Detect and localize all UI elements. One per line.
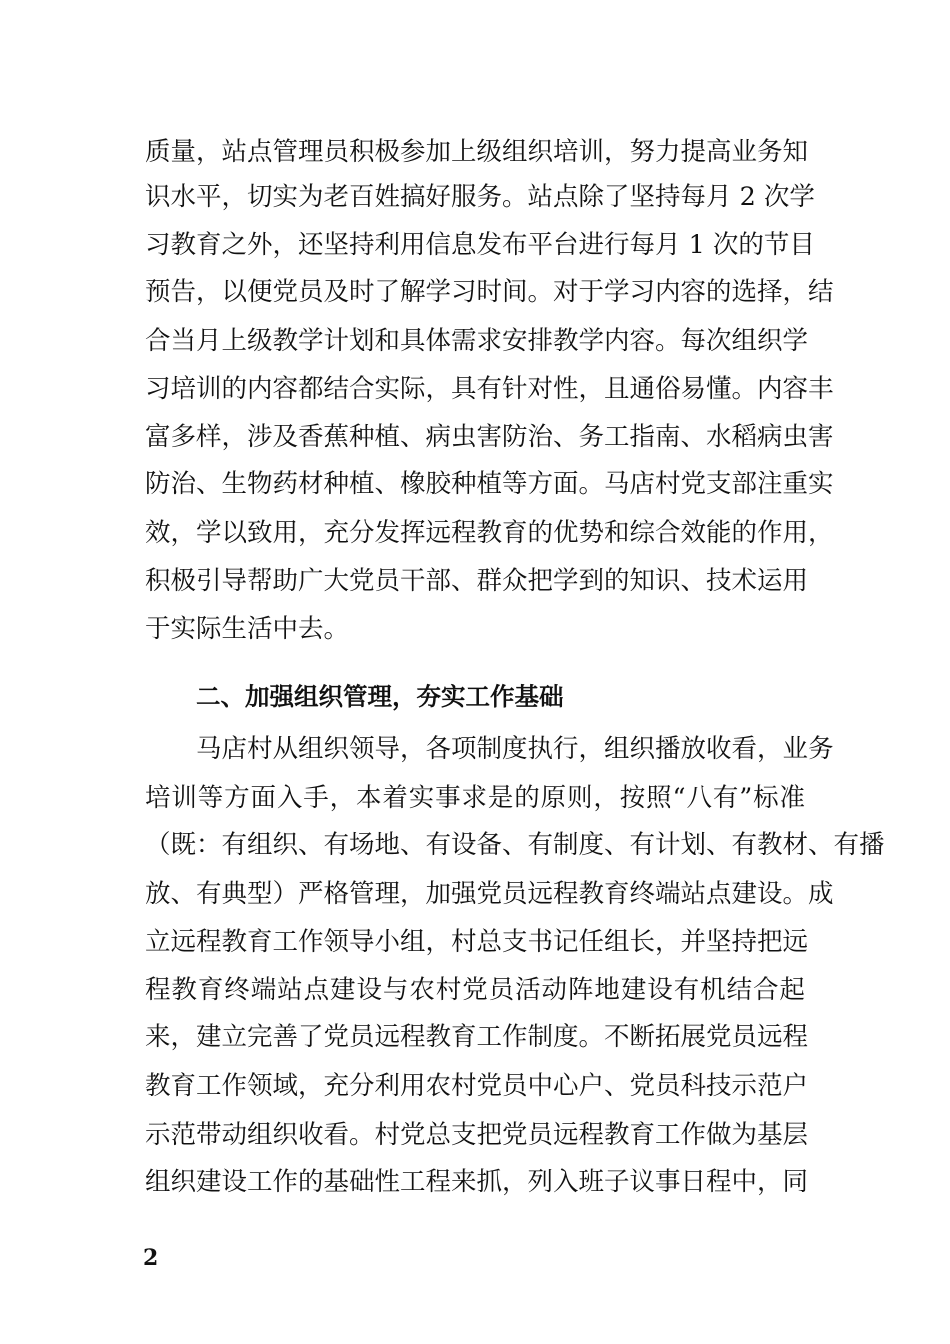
section-heading: 二、加强组织管理，夯实工作基础: [196, 682, 564, 711]
paragraph-2-line-2: 培训等方面入手，本着实事求是的原则，按照“八有”标准: [145, 783, 805, 813]
paragraph-1-line-10: 积极引导帮助广大党员干部、群众把学到的知识、技术运用: [145, 566, 809, 596]
paragraph-2-line-9: 示范带动组织收看。村党总支把党员远程教育工作做为基层: [145, 1120, 809, 1150]
paragraph-1-line-11: 于实际生活中去。: [145, 614, 350, 644]
paragraph-2-line-5: 立远程教育工作领导小组，村总支书记任组长，并坚持把远: [145, 927, 809, 957]
paragraph-2-line-1: 马店村从组织领导，各项制度执行，组织播放收看，业务: [196, 734, 834, 764]
paragraph-1-line-8: 防治、生物药材种植、橡胶种植等方面。马店村党支部注重实: [145, 469, 834, 499]
paragraph-1-line-9: 效，学以致用，充分发挥远程教育的优势和综合效能的作用，: [145, 518, 834, 548]
page-number: 2: [143, 1245, 159, 1271]
paragraph-1-line-7: 富多样，涉及香蕉种植、病虫害防治、务工指南、水稻病虫害: [145, 422, 834, 452]
paragraph-2-line-8: 教育工作领域，充分利用农村党员中心户、党员科技示范户: [145, 1071, 809, 1101]
paragraph-1-line-3: 习教育之外，还坚持利用信息发布平台进行每月 1 次的节目: [145, 230, 815, 260]
paragraph-2-line-4: 放、有典型）严格管理，加强党员远程教育终端站点建设。成: [145, 879, 834, 909]
paragraph-2-line-6: 程教育终端站点建设与农村党员活动阵地建设有机结合起: [145, 975, 805, 1005]
paragraph-2-line-10: 组织建设工作的基础性工程来抓，列入班子议事日程中，同: [145, 1167, 809, 1197]
paragraph-1-line-1: 质量，站点管理员积极参加上级组织培训，努力提高业务知: [145, 137, 809, 167]
paragraph-2-line-3: （既：有组织、有场地、有设备、有制度、有计划、有教材、有播: [145, 830, 885, 860]
paragraph-1-line-4: 预告，以便党员及时了解学习时间。对于学习内容的选择，结: [145, 277, 834, 307]
paragraph-1-line-5: 合当月上级教学计划和具体需求安排教学内容。每次组织学: [145, 326, 809, 356]
paragraph-1-line-2: 识水平，切实为老百姓搞好服务。站点除了坚持每月 2 次学: [145, 182, 815, 212]
paragraph-2-line-7: 来，建立完善了党员远程教育工作制度。不断拓展党员远程: [145, 1022, 809, 1052]
paragraph-1-line-6: 习培训的内容都结合实际，具有针对性，且通俗易懂。内容丰: [145, 374, 834, 404]
